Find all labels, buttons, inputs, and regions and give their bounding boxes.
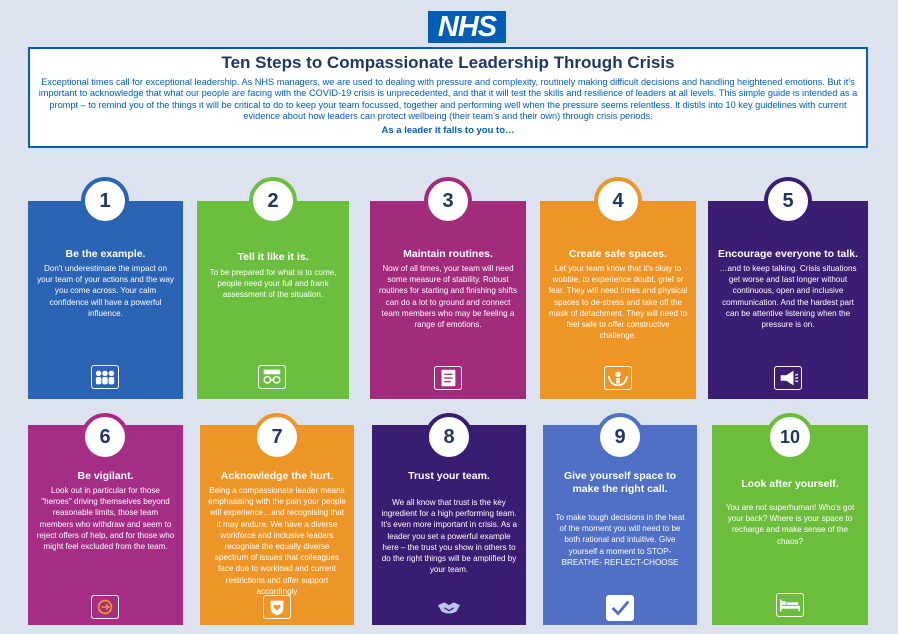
- document-glasses-icon: [258, 365, 286, 389]
- step-number-badge: 9: [596, 413, 644, 461]
- step-number-badge: 3: [424, 177, 472, 225]
- step-body: Let your team know that it's okay to wobble, to experience doubt, grief or fear. They will need times and physical spaces to de-stress and take off the mask of detachment. They will need to feel safe to offer constructive challenge.: [548, 264, 688, 341]
- intro-panel: [28, 47, 868, 148]
- step-body: Being a compassionate leader means emphasising with the pain your people will experience…and recognising that it may endure. We have a diverse workforce and inclusive leaders recognise the equally diverse spectrum of issues that colleagues face due to workload and current restrictions and offer support accordingly: [208, 486, 346, 596]
- step-number-badge: 8: [425, 413, 473, 461]
- step-title: Trust your team.: [408, 470, 490, 482]
- step-title: Create safe spaces.: [568, 248, 668, 260]
- step-title: Give yourself space to make the right call.: [563, 470, 677, 495]
- step-card-1: [28, 190, 183, 399]
- step-card-2: [197, 190, 349, 399]
- intro-text: Exceptional times call for exceptional leadership. As NHS managers, we are used to dealing with pressure and complexity, routinely making difficult decisions and handling heightened emotions. But it's important to acknowledge that what our people are facing with the COVID-19 crisis is unprecedented, and that it will test the skills and resilience of leaders at all levels. This simple guide is intended as a prompt – to remind you of the things it will be critical to do to keep your team focussed, together and performing well when the pressure seems relentless. It distils into 10 key guidelines with current evidence about how leaders can protect wellbeing (their team's and their own) through crisis periods.: [38, 77, 858, 122]
- step-title: Be the example.: [65, 248, 146, 260]
- step-body: Don't underestimate the impact on your team of your actions and the way you come across. Your calm confidence will have a powerful influence.: [37, 264, 174, 318]
- nhs-logo: NHS: [428, 11, 506, 43]
- step-card-10: [712, 425, 868, 625]
- step-number-badge: 4: [594, 177, 642, 225]
- checkmark-icon: [606, 595, 634, 621]
- step-body: Look out in particular for those "heroes" driving themselves beyond reasonable limits, those team members who withdraw and seem to reject offers of help, and for those who might feel excluded from the team.: [36, 486, 175, 552]
- step-number-badge: 2: [249, 177, 297, 225]
- step-body: We all know that trust is the key ingredient for a high performing team. It's even more important in crisis. As a leader you set a powerful example here – the trust you show in others to do the right things will be amplified by your team.: [380, 498, 518, 575]
- step-title: Maintain routines.: [403, 248, 493, 260]
- step-body: You are not superhuman! Who's got your back? Where is your space to recharge and make sense of the chaos?: [725, 503, 855, 546]
- magnifier-icon: [91, 595, 119, 619]
- step-card-4: [540, 190, 696, 399]
- step-number-badge: 1: [81, 177, 129, 225]
- step-body: To make tough decisions in the heat of the moment you will need to be both rational and intuitive. Give yourself a moment to STOP-BREATHE- REFLECT-CHOOSE: [555, 513, 685, 567]
- step-card-6: [28, 425, 183, 625]
- hands-person-icon: [604, 366, 632, 390]
- step-title: Tell it like it is.: [237, 251, 309, 263]
- step-number-badge: 5: [764, 177, 812, 225]
- step-number-badge: 10: [766, 413, 814, 461]
- step-title: Encourage everyone to talk.: [717, 248, 859, 260]
- step-title: Be vigilant.: [77, 470, 134, 482]
- people-icon: [91, 365, 119, 389]
- step-body: …and to keep talking. Crisis situations get worse and last longer without continuous, open and inclusive communication. And the hardest part can be attentive listening when the pressure is on.: [719, 264, 857, 330]
- bed-icon: [776, 593, 804, 617]
- megaphone-icon: [774, 366, 802, 390]
- step-card-5: [708, 190, 868, 399]
- step-card-9: [543, 425, 697, 625]
- step-card-7: [200, 425, 354, 625]
- step-number-badge: 6: [81, 413, 129, 461]
- handshake-icon: [435, 595, 463, 619]
- heart-shield-icon: [263, 595, 291, 619]
- step-body: Now of all times, your team will need some measure of stability. Robust routines for starting and finishing shifts can do a lot to ground and connect team members who may be feeling a range of emotions.: [378, 264, 518, 330]
- step-body: To be prepared for what is to come, people need your full and frank assessment of the situation.: [209, 268, 337, 300]
- notebook-icon: [434, 366, 462, 390]
- step-title: Look after yourself.: [741, 478, 839, 490]
- page-title: Ten Steps to Compassionate Leadership Through Crisis: [221, 53, 675, 72]
- step-card-3: [370, 190, 526, 399]
- step-title: Acknowledge the hurt.: [220, 470, 334, 482]
- step-card-8: [372, 425, 526, 625]
- step-number-badge: 7: [253, 413, 301, 461]
- intro-lead: As a leader it falls to you to…: [381, 124, 515, 136]
